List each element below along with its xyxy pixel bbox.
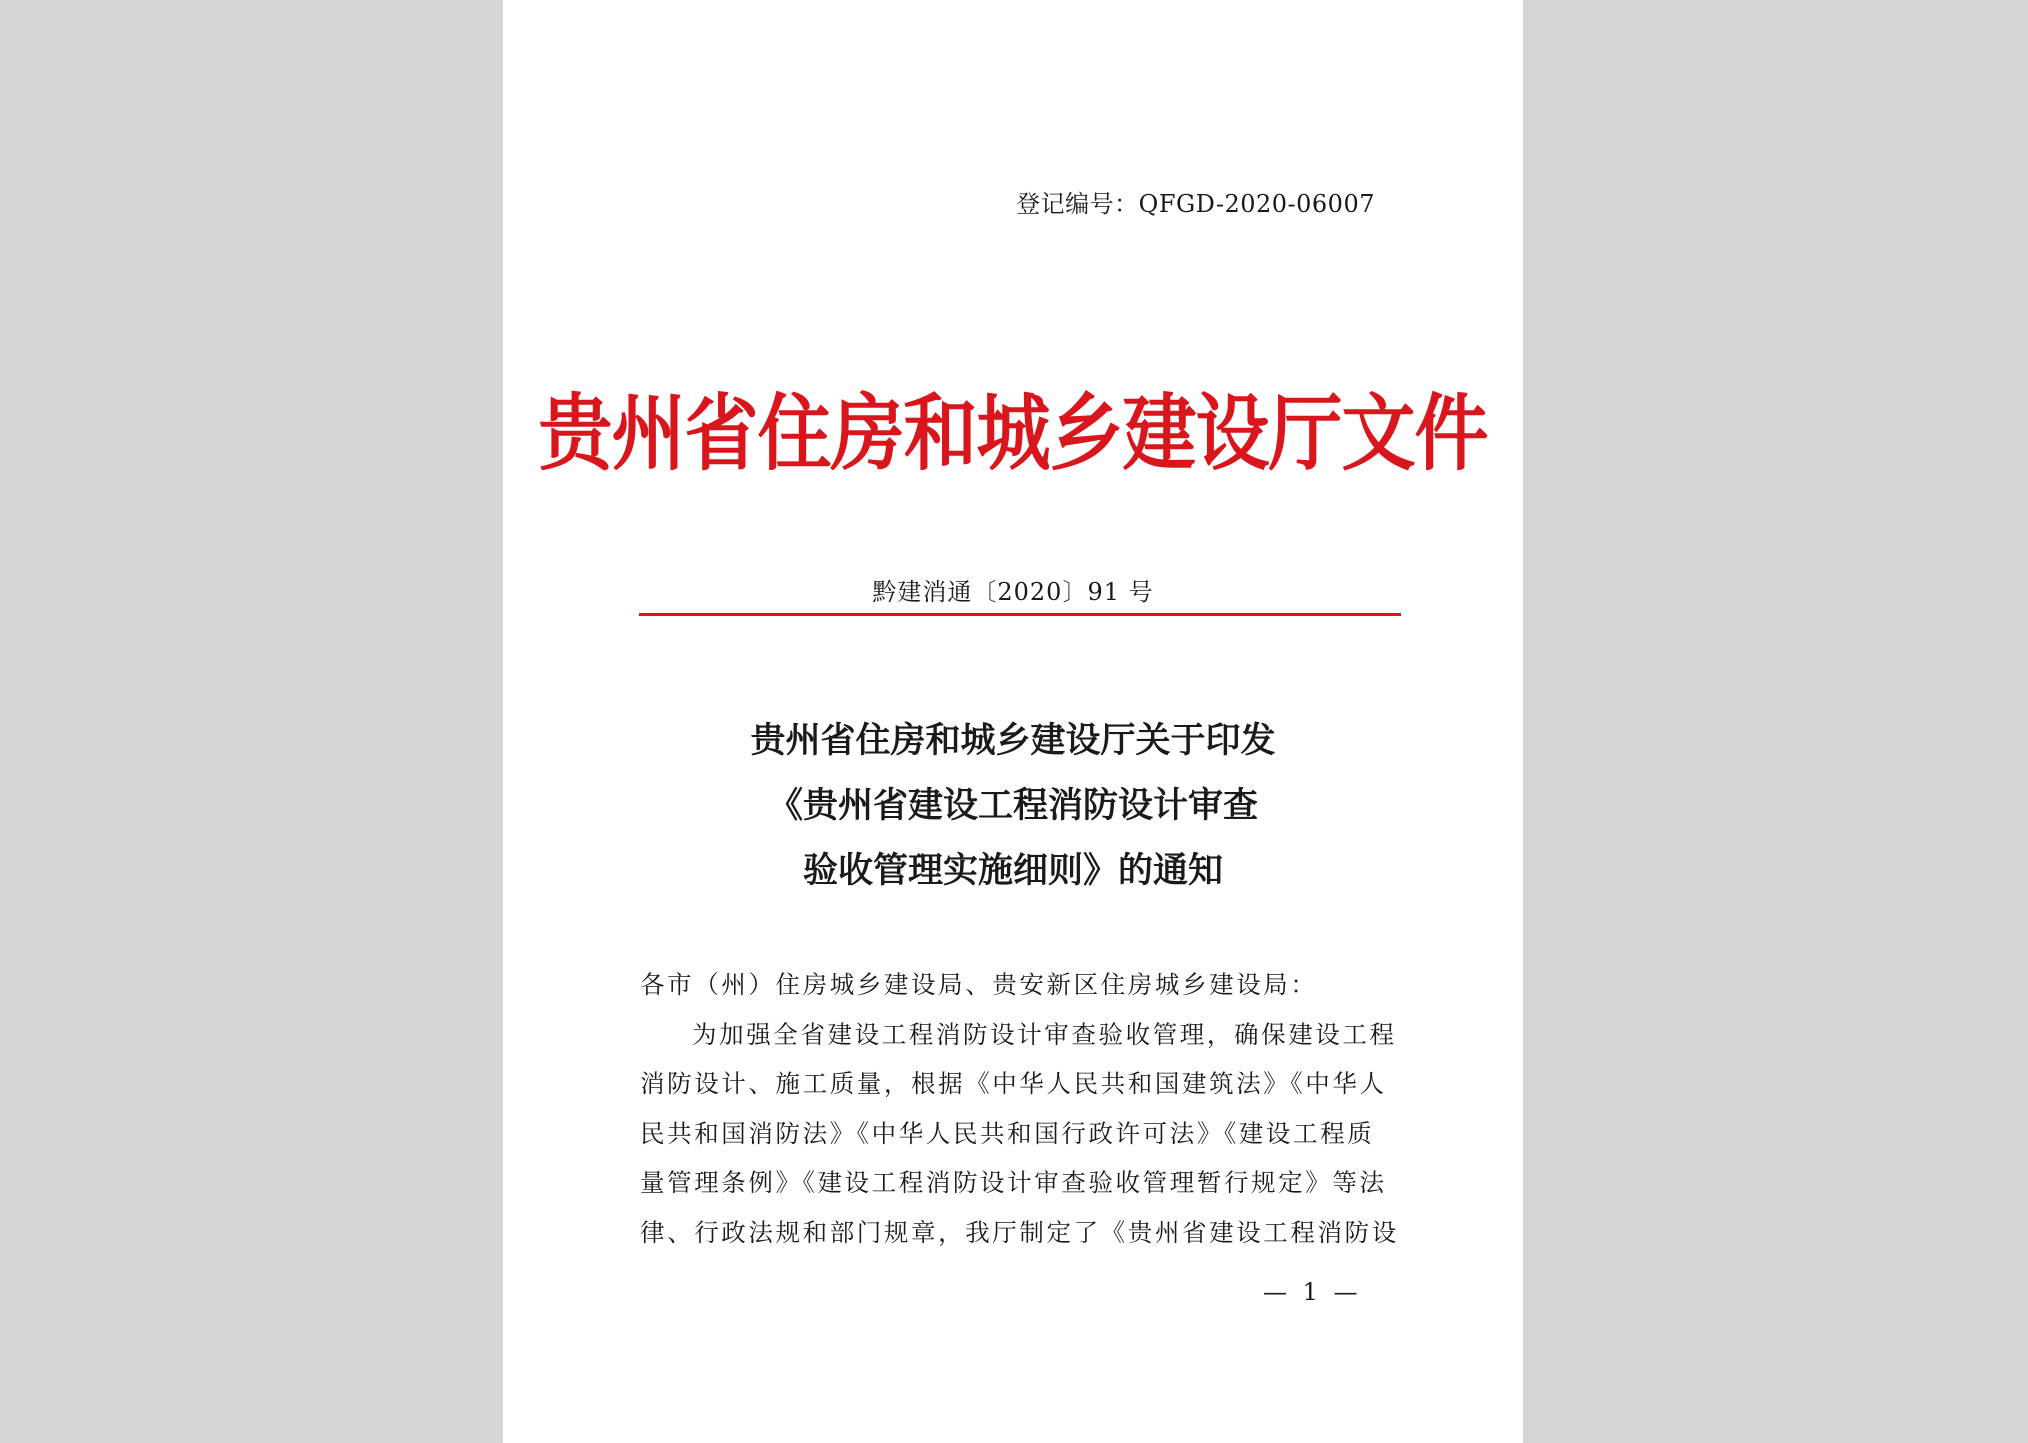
document-number: 黔建消通〔2020〕91 号: [872, 578, 1154, 606]
paragraph-line: 消防设计、施工质量，根据《中华人民共和国建筑法》《中华人: [640, 1069, 1387, 1098]
notice-title-line: 验收管理实施细则》的通知: [802, 850, 1223, 891]
body-text: [640, 960, 1400, 1257]
paragraph-line: 量管理条例》《建设工程消防设计审查验收管理暂行规定》等法: [640, 1168, 1387, 1197]
notice-title: [503, 708, 1523, 903]
paragraph-line: 律、行政法规和部门规章，我厅制定了《贵州省建设工程消防设: [640, 1217, 1399, 1247]
notice-title-line: 《贵州省建设工程消防设计审查: [767, 785, 1258, 826]
registration-number: 登记编号：QFGD-2020-06007: [1016, 190, 1375, 218]
document-page: [503, 0, 1523, 1443]
notice-title-line: 贵州省住房和城乡建设厅关于印发: [750, 720, 1276, 761]
paragraph-line: 为加强全省建设工程消防设计审查验收管理，确保建设工程: [692, 1019, 1397, 1049]
red-divider-line: [639, 613, 1401, 616]
paragraph-line: 民共和国消防法》《中华人民共和国行政许可法》《建设工程质: [640, 1118, 1375, 1148]
addressee-line: 各市（州）住房城乡建设局、贵安新区住房城乡建设局：: [640, 970, 1318, 999]
issuer-title: 贵州省住房和城乡建设厅文件: [538, 385, 1488, 483]
page-number: — 1 —: [1263, 1278, 1362, 1306]
